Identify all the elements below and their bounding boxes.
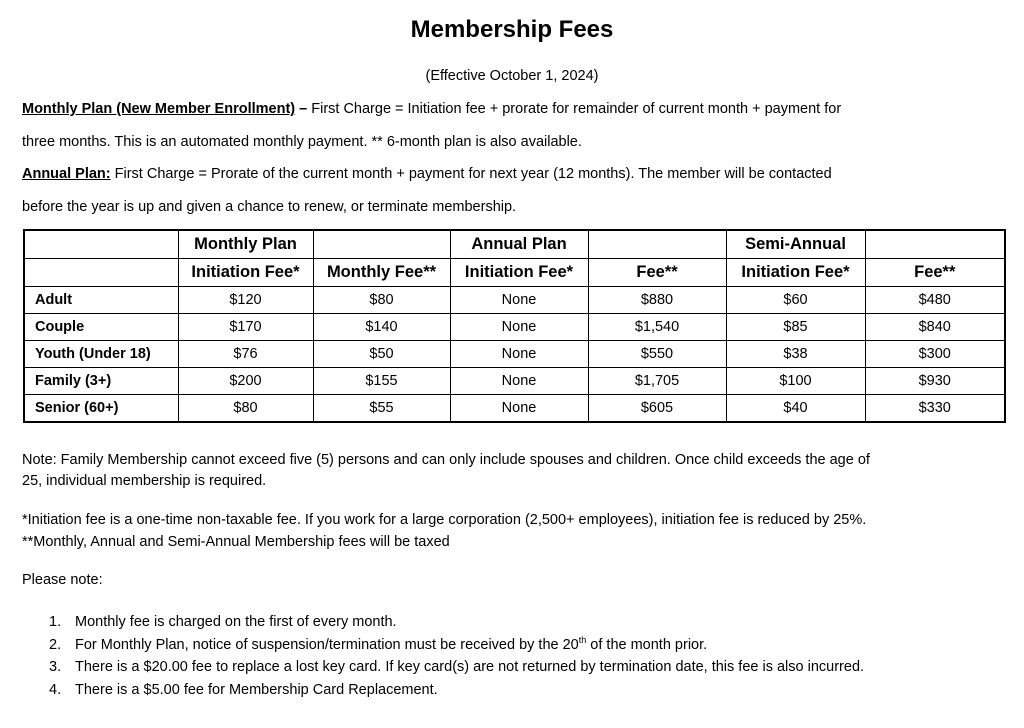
column-header-cell-1: Initiation Fee* bbox=[178, 259, 313, 287]
column-header-cell-2: Monthly Fee** bbox=[313, 259, 450, 287]
list-item bbox=[22, 611, 864, 634]
annual-plan-line-2: before the year is up and given a chance to renew, or terminate membership. bbox=[22, 199, 517, 215]
list-item-text: For Monthly Plan, notice of suspension/termination must be received by the 20 bbox=[75, 636, 579, 653]
column-header-cell-0 bbox=[24, 259, 178, 287]
monthly-plan-line-1 bbox=[22, 99, 841, 119]
group-header-cell-4 bbox=[588, 230, 726, 259]
table-row bbox=[24, 368, 1005, 395]
monthly-plan-line-2: three months. This is an automated monthly payment. ** 6-month plan is also available. bbox=[22, 134, 582, 150]
table-row bbox=[24, 314, 1005, 341]
list-item-number: 3. bbox=[49, 659, 62, 675]
data-cell-5: $40 bbox=[726, 395, 865, 423]
data-cell-4: $1,540 bbox=[588, 314, 726, 341]
column-header-cell-4: Fee** bbox=[588, 259, 726, 287]
list-item-text: Monthly fee is charged on the first of every month. bbox=[75, 614, 397, 630]
data-cell-0: Senior (60+) bbox=[24, 395, 178, 423]
initiation-note: *Initiation fee is a one-time non-taxable fee. If you work for a large corporation (2,500+ employees), initiation fee is reduced by 25%. bbox=[22, 512, 867, 528]
effective-date: (Effective October 1, 2024) bbox=[425, 68, 599, 84]
list-item bbox=[22, 634, 864, 657]
data-cell-6: $330 bbox=[865, 395, 1005, 423]
list-item-text-after: of the month prior. bbox=[586, 636, 708, 653]
column-header-cell-6: Fee** bbox=[865, 259, 1005, 287]
data-cell-5: $100 bbox=[726, 368, 865, 395]
data-cell-2: $55 bbox=[313, 395, 450, 423]
data-cell-1: $80 bbox=[178, 395, 313, 423]
data-cell-2: $80 bbox=[313, 287, 450, 314]
column-header-cell-3: Initiation Fee* bbox=[450, 259, 588, 287]
rules-list bbox=[22, 611, 864, 701]
monthly-plan-label: Monthly Plan (New Member Enrollment) bbox=[22, 101, 296, 117]
group-header-cell-0 bbox=[24, 230, 178, 259]
annual-plan-text-1: First Charge = Prorate of the current month + payment for next year (12 months). The member will be contacted bbox=[110, 166, 832, 182]
page-title: Membership Fees bbox=[410, 16, 614, 43]
table-row bbox=[24, 287, 1005, 314]
fees-table bbox=[23, 229, 1006, 423]
data-cell-5: $85 bbox=[726, 314, 865, 341]
family-note-line-1: Note: Family Membership cannot exceed five (5) persons and can only include spouses and children. Once child exceeds the age of bbox=[22, 452, 870, 468]
header-row-columns bbox=[24, 259, 1005, 287]
list-item-number: 2. bbox=[49, 636, 62, 653]
data-cell-4: $605 bbox=[588, 395, 726, 423]
data-cell-2: $155 bbox=[313, 368, 450, 395]
family-note-line-2: 25, individual membership is required. bbox=[22, 473, 267, 489]
data-cell-5: $60 bbox=[726, 287, 865, 314]
data-cell-3: None bbox=[450, 341, 588, 368]
data-cell-0: Couple bbox=[24, 314, 178, 341]
table-row bbox=[24, 341, 1005, 368]
monthly-plan-dash: – bbox=[295, 101, 312, 117]
data-cell-3: None bbox=[450, 368, 588, 395]
list-item-number: 4. bbox=[49, 681, 62, 698]
data-cell-1: $120 bbox=[178, 287, 313, 314]
data-cell-3: None bbox=[450, 395, 588, 423]
group-header-cell-6 bbox=[865, 230, 1005, 259]
annual-plan-label: Annual Plan: bbox=[22, 166, 111, 182]
data-cell-1: $170 bbox=[178, 314, 313, 341]
group-header-cell-3: Annual Plan bbox=[450, 230, 588, 259]
list-item bbox=[22, 656, 864, 679]
group-header-cell-1: Monthly Plan bbox=[178, 230, 313, 259]
monthly-plan-text-1: First Charge = Initiation fee + prorate for remainder of current month + payment for bbox=[311, 101, 842, 117]
ordinal-suffix: th bbox=[578, 634, 587, 645]
data-cell-0: Youth (Under 18) bbox=[24, 341, 178, 368]
data-cell-4: $550 bbox=[588, 341, 726, 368]
tax-note: **Monthly, Annual and Semi-Annual Membership fees will be taxed bbox=[22, 534, 450, 550]
data-cell-3: None bbox=[450, 287, 588, 314]
data-cell-3: None bbox=[450, 314, 588, 341]
list-item bbox=[22, 679, 864, 702]
data-cell-5: $38 bbox=[726, 341, 865, 368]
data-cell-4: $880 bbox=[588, 287, 726, 314]
data-cell-6: $300 bbox=[865, 341, 1005, 368]
data-cell-0: Family (3+) bbox=[24, 368, 178, 395]
table-row bbox=[24, 395, 1005, 423]
annual-plan-line-1 bbox=[22, 164, 832, 184]
data-cell-6: $930 bbox=[865, 368, 1005, 395]
list-item-text: There is a $20.00 fee to replace a lost key card. If key card(s) are not returned by termination date, this fee is also incurred. bbox=[75, 659, 865, 675]
list-item-number: 1. bbox=[49, 614, 62, 630]
data-cell-2: $140 bbox=[313, 314, 450, 341]
data-cell-0: Adult bbox=[24, 287, 178, 314]
list-item-text: There is a $5.00 fee for Membership Card Replacement. bbox=[75, 681, 438, 698]
data-cell-1: $200 bbox=[178, 368, 313, 395]
please-note-heading: Please note: bbox=[22, 572, 103, 588]
data-cell-6: $480 bbox=[865, 287, 1005, 314]
column-header-cell-5: Initiation Fee* bbox=[726, 259, 865, 287]
data-cell-4: $1,705 bbox=[588, 368, 726, 395]
header-row-group bbox=[24, 230, 1005, 259]
group-header-cell-2 bbox=[313, 230, 450, 259]
data-cell-2: $50 bbox=[313, 341, 450, 368]
data-cell-6: $840 bbox=[865, 314, 1005, 341]
group-header-cell-5: Semi-Annual bbox=[726, 230, 865, 259]
data-cell-1: $76 bbox=[178, 341, 313, 368]
